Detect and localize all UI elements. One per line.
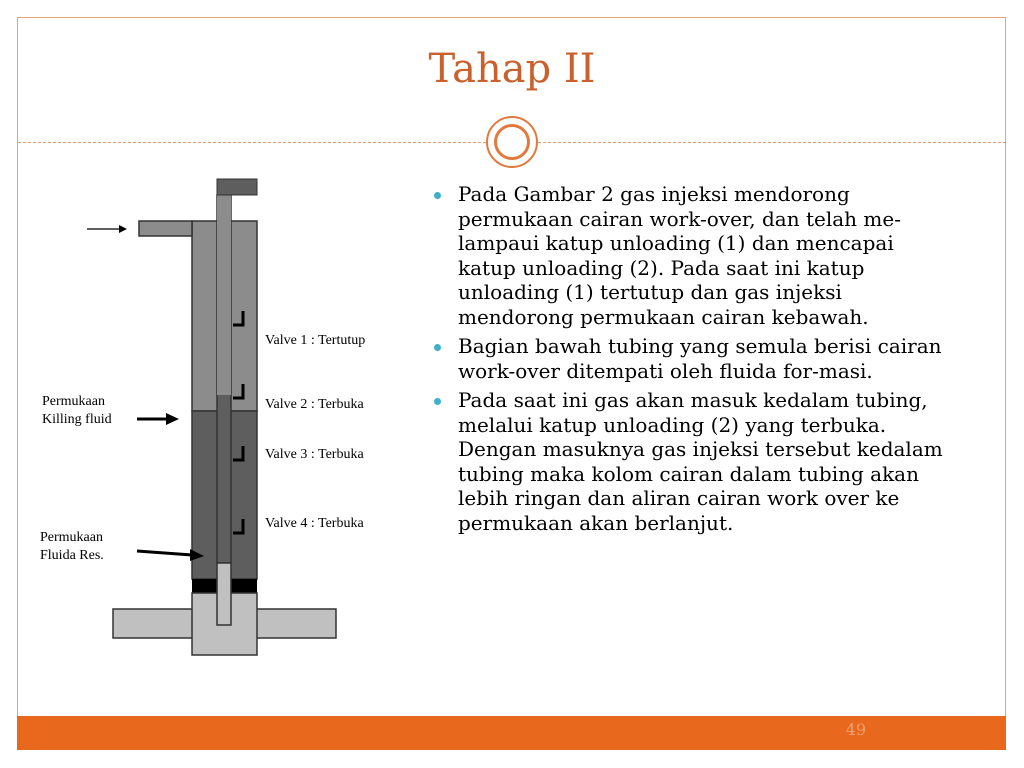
bullet-list: [432, 182, 952, 540]
gas-injection-arrow: [87, 225, 127, 233]
bullet-item: [432, 388, 952, 535]
tubing-gas-top: [217, 195, 231, 395]
valve-1-label: Valve 1 : Tertutup: [265, 333, 366, 348]
reservoir-fluid-label-1: Permukaan: [40, 530, 103, 545]
reservoir-fluid-label-2: Fluida Res.: [40, 548, 104, 563]
bullet-dot-icon: [434, 398, 441, 405]
killing-fluid-label-2: Killing fluid: [42, 412, 112, 427]
gas-injection-line: [139, 221, 192, 236]
bullet-item: [432, 334, 952, 383]
killing-fluid-label-1: Permukaan: [42, 394, 105, 409]
bullet-text: Bagian bawah tubing yang semula berisi cairan work-over ditempati oleh fluida for-masi.: [458, 334, 942, 383]
slide-title: Tahap II: [428, 46, 596, 92]
wellhead-outlet: [217, 179, 257, 195]
bullet-item: [432, 182, 952, 329]
bullet-text: Pada saat ini gas akan masuk kedalam tubing, melalui katup unloading (2) yang terbuka. Dengan masuknya gas injeksi tersebut kedalam tubing maka kolom cairan dalam tubing akan lebih ringan dan aliran cairan work over ke permukaan akan berlanjut.: [458, 388, 943, 535]
footer-bar: [17, 716, 1006, 750]
bullet-dot-icon: [434, 192, 441, 199]
bullet-dot-icon: [434, 344, 441, 351]
bullet-text: Pada Gambar 2 gas injeksi mendorong permukaan cairan work-over, dan telah me-lampaui katup unloading (1) dan mencapai katup unloading (2). Pada saat ini katup unloading (1) tertutup dan gas injeksi mendorong permukaan cairan kebawah.: [458, 182, 901, 329]
page-number: 49: [845, 720, 866, 739]
valve-4-label: Valve 4 : Terbuka: [265, 516, 364, 531]
killing-fluid-arrow: [137, 413, 179, 425]
valve-3-label: Valve 3 : Terbuka: [265, 447, 364, 462]
valve-2-label: Valve 2 : Terbuka: [265, 397, 364, 412]
tubing-tail: [217, 563, 231, 625]
